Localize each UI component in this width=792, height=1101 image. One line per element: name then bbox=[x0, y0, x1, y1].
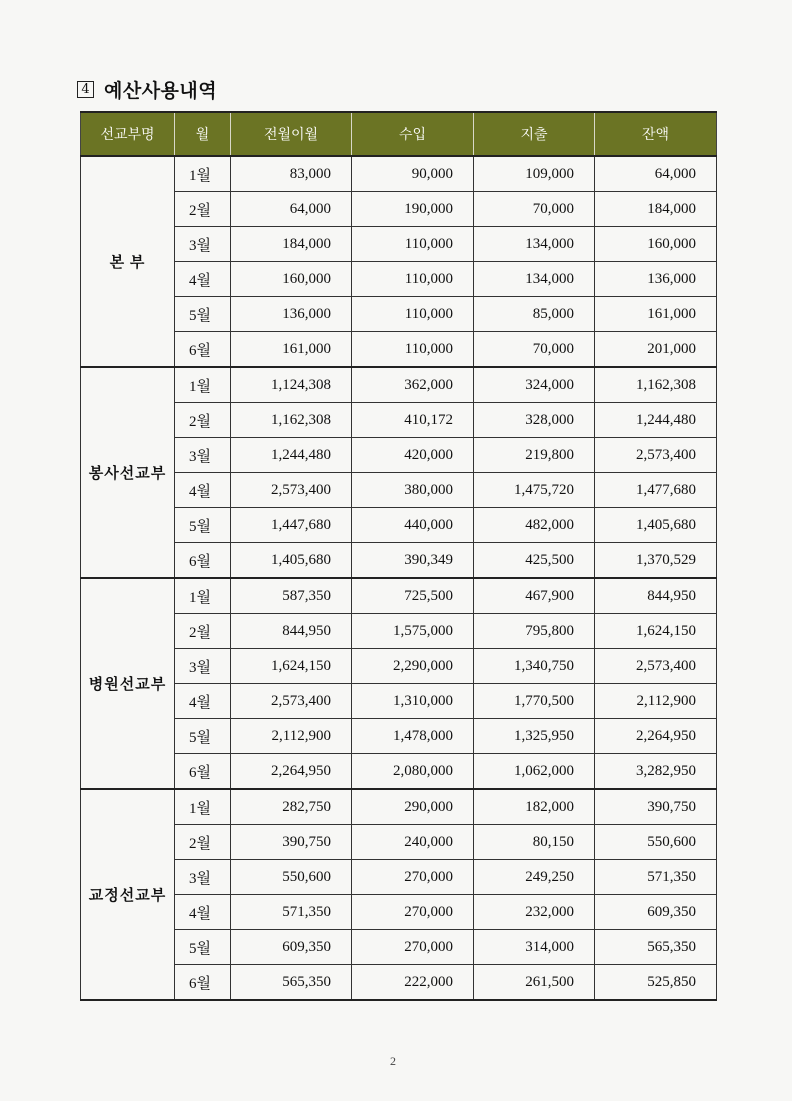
table-row bbox=[81, 614, 717, 649]
income-value: 110,000 bbox=[352, 332, 474, 368]
income-value: 90,000 bbox=[352, 156, 474, 192]
month: 3월 bbox=[175, 860, 231, 895]
carryover-value: 2,573,400 bbox=[231, 684, 352, 719]
month: 3월 bbox=[175, 227, 231, 262]
table-header bbox=[81, 112, 717, 156]
dept-name: 봉사선교부 bbox=[81, 367, 175, 578]
carryover-value: 2,112,900 bbox=[231, 719, 352, 754]
table-row bbox=[81, 508, 717, 543]
carryover-value: 587,350 bbox=[231, 578, 352, 614]
income-value: 420,000 bbox=[352, 438, 474, 473]
month: 4월 bbox=[175, 473, 231, 508]
header-carryover: 전월이월 bbox=[231, 112, 352, 156]
income-value: 380,000 bbox=[352, 473, 474, 508]
balance-value: 161,000 bbox=[595, 297, 717, 332]
budget-table bbox=[80, 111, 717, 1001]
carryover-value: 136,000 bbox=[231, 297, 352, 332]
expense-value: 70,000 bbox=[474, 332, 595, 368]
month: 1월 bbox=[175, 789, 231, 825]
balance-value: 565,350 bbox=[595, 930, 717, 965]
carryover-value: 64,000 bbox=[231, 192, 352, 227]
table-row bbox=[81, 649, 717, 684]
income-value: 290,000 bbox=[352, 789, 474, 825]
balance-value: 1,370,529 bbox=[595, 543, 717, 579]
balance-value: 609,350 bbox=[595, 895, 717, 930]
carryover-value: 565,350 bbox=[231, 965, 352, 1001]
income-value: 270,000 bbox=[352, 895, 474, 930]
table-row bbox=[81, 403, 717, 438]
income-value: 110,000 bbox=[352, 262, 474, 297]
carryover-value: 550,600 bbox=[231, 860, 352, 895]
dept-name: 병원선교부 bbox=[81, 578, 175, 789]
income-value: 2,290,000 bbox=[352, 649, 474, 684]
balance-value: 1,477,680 bbox=[595, 473, 717, 508]
table-row bbox=[81, 156, 717, 192]
carryover-value: 184,000 bbox=[231, 227, 352, 262]
dept-name: 본 부 bbox=[81, 156, 175, 367]
balance-value: 390,750 bbox=[595, 789, 717, 825]
balance-value: 64,000 bbox=[595, 156, 717, 192]
expense-value: 425,500 bbox=[474, 543, 595, 579]
income-value: 1,478,000 bbox=[352, 719, 474, 754]
table-row bbox=[81, 930, 717, 965]
table-row bbox=[81, 754, 717, 790]
table-body bbox=[81, 156, 717, 1000]
expense-value: 795,800 bbox=[474, 614, 595, 649]
income-value: 2,080,000 bbox=[352, 754, 474, 790]
income-value: 1,310,000 bbox=[352, 684, 474, 719]
table-row bbox=[81, 262, 717, 297]
header-expense: 지출 bbox=[474, 112, 595, 156]
balance-value: 571,350 bbox=[595, 860, 717, 895]
balance-value: 1,162,308 bbox=[595, 367, 717, 403]
income-value: 240,000 bbox=[352, 825, 474, 860]
income-value: 270,000 bbox=[352, 860, 474, 895]
income-value: 440,000 bbox=[352, 508, 474, 543]
balance-value: 550,600 bbox=[595, 825, 717, 860]
table-row bbox=[81, 965, 717, 1001]
table-row bbox=[81, 719, 717, 754]
balance-value: 1,405,680 bbox=[595, 508, 717, 543]
expense-value: 328,000 bbox=[474, 403, 595, 438]
carryover-value: 1,624,150 bbox=[231, 649, 352, 684]
balance-value: 2,264,950 bbox=[595, 719, 717, 754]
month: 5월 bbox=[175, 297, 231, 332]
header-balance: 잔액 bbox=[595, 112, 717, 156]
month: 5월 bbox=[175, 719, 231, 754]
table-row bbox=[81, 473, 717, 508]
table-row bbox=[81, 332, 717, 368]
month: 2월 bbox=[175, 614, 231, 649]
income-value: 270,000 bbox=[352, 930, 474, 965]
month: 4월 bbox=[175, 895, 231, 930]
header-row bbox=[81, 112, 717, 156]
header-month: 월 bbox=[175, 112, 231, 156]
section-title: 예산사용내역 bbox=[104, 80, 218, 102]
month: 1월 bbox=[175, 578, 231, 614]
table-row bbox=[81, 438, 717, 473]
expense-value: 249,250 bbox=[474, 860, 595, 895]
expense-value: 232,000 bbox=[474, 895, 595, 930]
expense-value: 80,150 bbox=[474, 825, 595, 860]
expense-value: 1,325,950 bbox=[474, 719, 595, 754]
balance-value: 525,850 bbox=[595, 965, 717, 1001]
carryover-value: 609,350 bbox=[231, 930, 352, 965]
table-row bbox=[81, 895, 717, 930]
balance-value: 160,000 bbox=[595, 227, 717, 262]
carryover-value: 161,000 bbox=[231, 332, 352, 368]
expense-value: 85,000 bbox=[474, 297, 595, 332]
expense-value: 219,800 bbox=[474, 438, 595, 473]
expense-value: 1,475,720 bbox=[474, 473, 595, 508]
expense-value: 482,000 bbox=[474, 508, 595, 543]
balance-value: 844,950 bbox=[595, 578, 717, 614]
income-value: 362,000 bbox=[352, 367, 474, 403]
table-row bbox=[81, 578, 717, 614]
expense-value: 109,000 bbox=[474, 156, 595, 192]
balance-value: 136,000 bbox=[595, 262, 717, 297]
carryover-value: 1,405,680 bbox=[231, 543, 352, 579]
month: 5월 bbox=[175, 930, 231, 965]
expense-value: 134,000 bbox=[474, 262, 595, 297]
month: 6월 bbox=[175, 543, 231, 579]
income-value: 410,172 bbox=[352, 403, 474, 438]
table-row bbox=[81, 297, 717, 332]
expense-value: 467,900 bbox=[474, 578, 595, 614]
month: 6월 bbox=[175, 965, 231, 1001]
income-value: 725,500 bbox=[352, 578, 474, 614]
expense-value: 134,000 bbox=[474, 227, 595, 262]
income-value: 110,000 bbox=[352, 227, 474, 262]
table-row bbox=[81, 860, 717, 895]
month: 5월 bbox=[175, 508, 231, 543]
balance-value: 1,624,150 bbox=[595, 614, 717, 649]
carryover-value: 1,162,308 bbox=[231, 403, 352, 438]
month: 2월 bbox=[175, 403, 231, 438]
expense-value: 261,500 bbox=[474, 965, 595, 1001]
carryover-value: 571,350 bbox=[231, 895, 352, 930]
expense-value: 70,000 bbox=[474, 192, 595, 227]
balance-value: 2,573,400 bbox=[595, 438, 717, 473]
carryover-value: 160,000 bbox=[231, 262, 352, 297]
balance-value: 2,573,400 bbox=[595, 649, 717, 684]
month: 2월 bbox=[175, 192, 231, 227]
page-number: 2 bbox=[390, 1054, 396, 1068]
carryover-value: 83,000 bbox=[231, 156, 352, 192]
dept-name: 교정선교부 bbox=[81, 789, 175, 1000]
carryover-value: 2,264,950 bbox=[231, 754, 352, 790]
month: 3월 bbox=[175, 438, 231, 473]
balance-value: 3,282,950 bbox=[595, 754, 717, 790]
balance-value: 184,000 bbox=[595, 192, 717, 227]
header-income: 수입 bbox=[352, 112, 474, 156]
month: 1월 bbox=[175, 156, 231, 192]
carryover-value: 390,750 bbox=[231, 825, 352, 860]
expense-value: 1,062,000 bbox=[474, 754, 595, 790]
carryover-value: 1,124,308 bbox=[231, 367, 352, 403]
table-row bbox=[81, 367, 717, 403]
balance-value: 1,244,480 bbox=[595, 403, 717, 438]
income-value: 390,349 bbox=[352, 543, 474, 579]
expense-value: 1,340,750 bbox=[474, 649, 595, 684]
table-row bbox=[81, 684, 717, 719]
expense-value: 314,000 bbox=[474, 930, 595, 965]
income-value: 222,000 bbox=[352, 965, 474, 1001]
income-value: 110,000 bbox=[352, 297, 474, 332]
month: 2월 bbox=[175, 825, 231, 860]
table-row bbox=[81, 789, 717, 825]
income-value: 1,575,000 bbox=[352, 614, 474, 649]
month: 6월 bbox=[175, 332, 231, 368]
table-row bbox=[81, 543, 717, 579]
month: 6월 bbox=[175, 754, 231, 790]
table-row bbox=[81, 192, 717, 227]
header-dept: 선교부명 bbox=[81, 112, 175, 156]
section-heading bbox=[77, 76, 217, 103]
table-row bbox=[81, 227, 717, 262]
carryover-value: 844,950 bbox=[231, 614, 352, 649]
carryover-value: 1,447,680 bbox=[231, 508, 352, 543]
section-number: 4 bbox=[77, 81, 94, 98]
month: 4월 bbox=[175, 684, 231, 719]
expense-value: 1,770,500 bbox=[474, 684, 595, 719]
balance-value: 201,000 bbox=[595, 332, 717, 368]
expense-value: 324,000 bbox=[474, 367, 595, 403]
month: 4월 bbox=[175, 262, 231, 297]
table-row bbox=[81, 825, 717, 860]
month: 1월 bbox=[175, 367, 231, 403]
income-value: 190,000 bbox=[352, 192, 474, 227]
month: 3월 bbox=[175, 649, 231, 684]
carryover-value: 1,244,480 bbox=[231, 438, 352, 473]
expense-value: 182,000 bbox=[474, 789, 595, 825]
carryover-value: 2,573,400 bbox=[231, 473, 352, 508]
carryover-value: 282,750 bbox=[231, 789, 352, 825]
balance-value: 2,112,900 bbox=[595, 684, 717, 719]
